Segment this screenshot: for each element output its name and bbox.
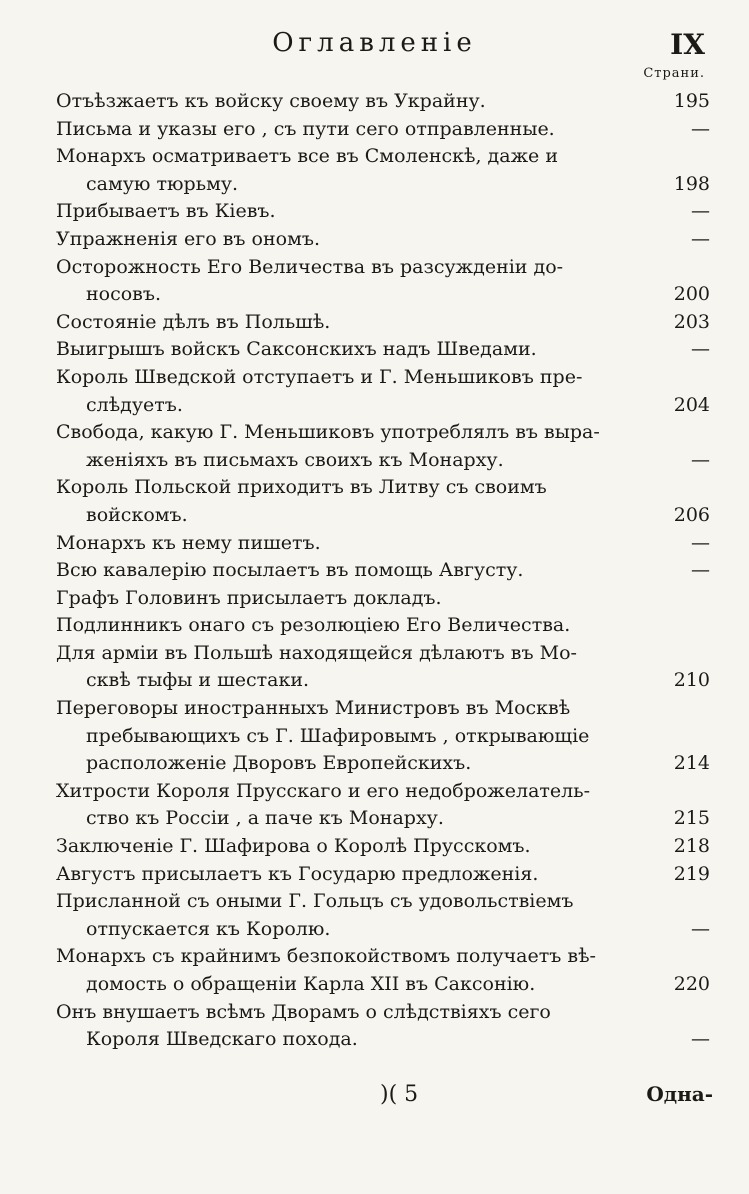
toc-entry [56,695,710,778]
toc-entry-page: — [691,531,710,554]
toc-entry-page: 218 [673,835,710,858]
toc-entry-text: Монархъ осматриваетъ все въ Смоленскѣ, даже и [56,145,559,168]
toc-entry [56,585,710,613]
toc-entry-page: 220 [673,973,710,995]
toc-entry-text: домость о обращеніи Карла XII въ Саксонію. [86,973,536,995]
toc-entry-page: 204 [673,393,710,416]
toc-entry-page: — [691,117,710,140]
table-of-contents [56,88,710,1054]
toc-entry [56,557,710,585]
toc-entry-text: Переговоры иностранныхъ Министровъ въ Москвѣ [56,697,571,720]
toc-entry [56,419,710,474]
toc-entry [56,888,710,943]
toc-entry-text: отпускается къ Королю. [86,917,331,940]
toc-entry-text: Упражненія его въ ономъ. [56,227,320,250]
toc-entry-text: носовъ. [86,283,162,306]
toc-entry-text: Графъ Головинъ присылаетъ докладъ. [56,586,442,609]
toc-entry-page: 215 [673,807,710,830]
toc-entry-text: самую тюрьму. [86,172,239,195]
catchword: Одна- [646,1082,713,1106]
toc-entry-text: Подлинникъ онаго съ резолюціею Его Величества. [56,614,571,637]
toc-entry [56,833,710,861]
toc-entry-page: 206 [673,503,710,526]
toc-entry [56,778,710,833]
toc-entry-text: Король Шведской отступаетъ и Г. Меньшиковъ пре- [56,365,583,388]
toc-entry-page: 200 [673,283,710,306]
toc-entry-text: Король Польской приходитъ въ Литву съ своимъ [56,476,547,499]
toc-entry-page: — [691,227,710,250]
toc-entry-text: Выигрышъ войскъ Саксонскихъ надъ Шведами. [56,338,537,361]
toc-entry [56,116,710,144]
signature-mark: )( 5 [380,1082,419,1107]
toc-entry-page: 214 [673,752,710,775]
toc-entry-page: 219 [673,862,710,885]
page-column-label: Страни. [643,66,705,81]
toc-entry [56,530,710,558]
toc-entry-text: Заключеніе Г. Шафирова о Королѣ Прусскомъ. [56,835,531,858]
toc-entry [56,861,710,889]
toc-entry [56,612,710,640]
toc-entry-text: Отъѣзжаетъ къ войску своему въ Украйну. [56,90,486,112]
toc-entry-text: слѣдуетъ. [86,393,183,416]
toc-entry [56,254,710,309]
toc-entry-text: женіяхъ въ письмахъ своихъ къ Монарху. [86,448,504,471]
toc-entry-page: — [691,559,710,582]
toc-entry-page: 210 [673,669,710,692]
toc-entry-text: Монархъ съ крайнимъ безпокойствомъ получаетъ вѣ- [56,945,596,968]
page-number: IX [670,28,705,61]
toc-entry-text: ство къ Россіи , а паче къ Монарху. [86,807,444,830]
toc-entry [56,640,710,695]
toc-entry-page: 198 [673,172,710,195]
toc-entry [56,88,710,116]
toc-entry-text: Короля Шведскаго похода. [86,1028,358,1051]
toc-entry-text: Письма и указы его , съ пути сего отправленные. [56,117,555,140]
toc-entry-page: — [691,338,710,361]
toc-entry-page: — [691,200,710,223]
toc-entry-text: Свобода, какую Г. Меньшиковъ употреблялъ въ выра- [56,421,600,444]
toc-entry-text: Прибываетъ въ Кіевъ. [56,200,276,223]
toc-entry-text: войскомъ. [86,503,188,526]
toc-entry-text: Всю кавалерію посылаетъ въ помощь Августу. [56,559,524,582]
toc-entry [56,364,710,419]
toc-entry-text: Для арміи въ Польшѣ находящейся дѣлаютъ въ Мо- [56,641,577,664]
toc-entry-page: — [691,1028,710,1051]
toc-entry-text: Осторожность Его Величества въ разсужденіи до- [56,255,564,278]
toc-entry-page: 195 [673,90,710,112]
toc-entry [56,198,710,226]
toc-entry [56,309,710,337]
toc-entry-page: — [691,917,710,940]
toc-entry [56,143,710,198]
toc-entry-text: Состояніе дѣлъ въ Польшѣ. [56,310,331,333]
toc-entry-text: Онъ внушаетъ всѣмъ Дворамъ о слѣдствіяхъ сего [56,1000,551,1023]
toc-entry-text: расположеніе Дворовъ Европейскихъ. [86,752,472,775]
toc-entry [56,999,710,1054]
toc-entry-text: Хитрости Короля Прусскаго и его недоброжелатель- [56,779,591,802]
toc-entry-text: Монархъ къ нему пишетъ. [56,531,321,554]
toc-entry-page: 203 [673,310,710,333]
toc-entry-text: Августъ присылаетъ къ Государю предложенія. [56,862,539,885]
toc-entry [56,474,710,529]
toc-entry [56,226,710,254]
page-title: Оглавленіе [272,28,477,58]
toc-entry [56,943,710,998]
toc-entry [56,336,710,364]
toc-entry-page: — [691,448,710,471]
toc-entry-text: сквѣ тыфы и шестаки. [86,669,310,692]
toc-entry-text: Присланной съ оными Г. Гольцъ съ удовольствіемъ [56,890,574,913]
toc-entry-text: пребывающихъ съ Г. Шафировымъ , открывающіе [86,724,590,747]
